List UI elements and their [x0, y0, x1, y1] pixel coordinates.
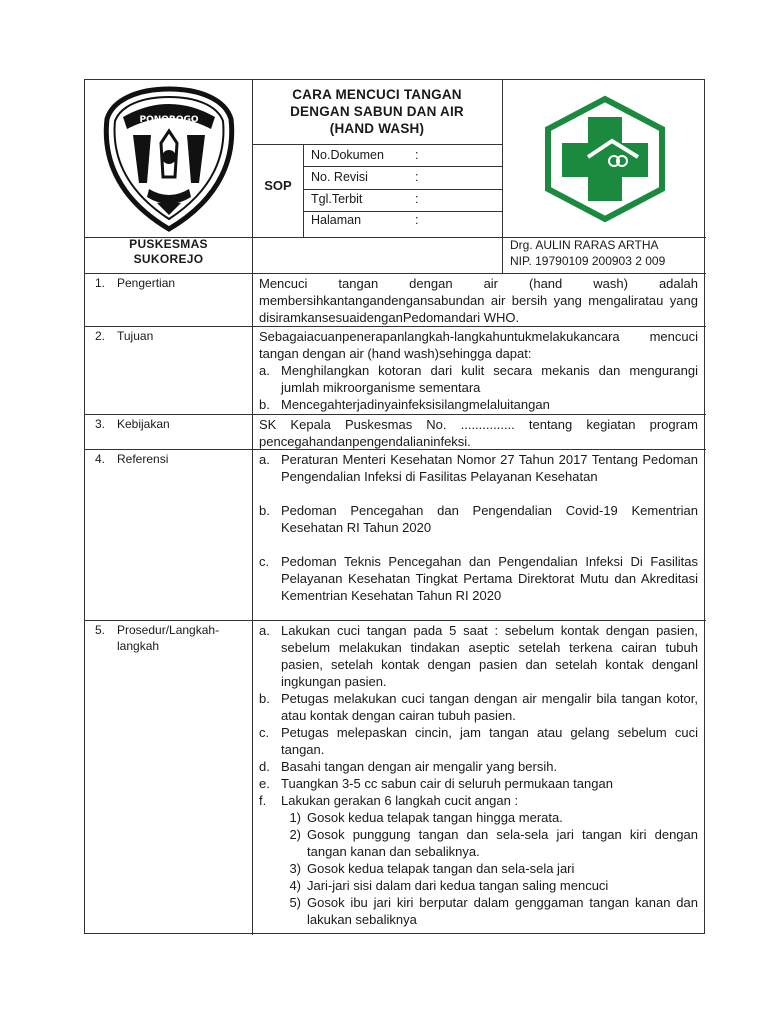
list-item: a. Menghilangkan kotoran dari kulit secara mekanis dan mengurangi jumlah mikroorganisme sementara [259, 363, 698, 395]
signatory [510, 237, 705, 269]
list-item: f. Lakukan gerakan 6 langkah cucit angan : [259, 793, 519, 808]
sub-list-item: 5) Gosok ibu jari kiri berputar dalam genggaman tangan kanan dan lakukan sebaliknya [289, 895, 698, 927]
meta-label-no-dokumen: No.Dokumen [311, 148, 384, 162]
section-prosedur-body [259, 622, 698, 928]
sub-list [259, 809, 698, 928]
list-item: d. Basahi tangan dengan air mengalir yang bersih. [259, 759, 558, 774]
sub-list-item: 1) Gosok kedua telapak tangan hingga merata. [289, 810, 563, 825]
section-pengertian-text: Mencuci tangan dengan air (hand wash) adalah membersihkantangandengansabundan air bersih yang mengaliratau yang disiramkansesuaidenganPedomandari WHO. [259, 276, 698, 325]
section-number: 3. [95, 417, 106, 431]
section-label-tujuan: Tujuan [117, 329, 154, 343]
list-item: a. Lakukan cuci tangan pada 5 saat : sebelum kontak dengan pasien, sebelum melakukan tindakan aseptic setelah terkena cairan tubuh pasien, setelah kontak dengan pasien dan setelah kontak denganl ingkungan pasien. [259, 623, 698, 689]
list-item: c. Pedoman Teknis Pencegahan dan Pengendalian Infeksi Di Fasilitas Pelayanan Kesehatan Tingkat Pertama Direktorat Mutu dan Akreditasi Kementrian Kesehatan Tahun RI 2020 [259, 554, 698, 603]
section-tujuan-body [259, 328, 698, 413]
section-referensi-body [259, 451, 698, 604]
signatory-name: Drg. AULIN RARAS ARTHA [510, 238, 659, 252]
section-number: 5. [95, 623, 106, 637]
sop-document [84, 79, 705, 934]
list-item: b. Petugas melakukan cuci tangan dengan air mengalir bila tangan kotor, atau kontak dengan cairan tubuh pasien. [259, 691, 698, 723]
meta-value-no-revisi: : [415, 170, 419, 184]
meta-label-no-revisi: No. Revisi [311, 170, 368, 184]
section-number: 2. [95, 329, 106, 343]
sub-list-item: 4) Jari-jari sisi dalam dari kedua tangan saling mencuci [289, 878, 609, 893]
meta-value-no-dokumen: : [415, 148, 419, 162]
meta-label-tgl-terbit: Tgl.Terbit [311, 192, 363, 206]
list-item: c. Petugas melepaskan cincin, jam tangan atau gelang sebelum cuci tangan. [259, 725, 698, 757]
svg-text:PONOROGO: PONOROGO [139, 115, 199, 125]
sub-list-item: 2) Gosok punggung tangan dan sela-sela jari tangan kiri dengan tangan kanan dan sebaliknya. [289, 827, 698, 859]
section-label-pengertian: Pengertian [117, 276, 176, 290]
list-item: a. Peraturan Menteri Kesehatan Nomor 27 Tahun 2017 Tentang Pedoman Pengendalian Infeksi di Fasilitas Pelayanan Kesehatan [259, 452, 698, 484]
puskesmas-logo [540, 95, 670, 223]
list-item: b. Pedoman Pencegahan dan Pengendalian Covid-19 Kementrian Kesehatan RI Tahun 2020 [259, 503, 698, 535]
sop-label: SOP [264, 178, 292, 193]
section-label-kebijakan: Kebijakan [117, 417, 170, 431]
regency-seal-logo [99, 85, 239, 233]
meta-label-halaman: Halaman [311, 213, 362, 227]
sub-list-item: 3) Gosok kedua telapak tangan dan sela-sela jari [289, 861, 575, 876]
tujuan-intro: Sebagaiacuanpenerapanlangkah-langkahuntukmelakukancara mencuci tangan dengan air (hand wash)sehingga dapat: [259, 329, 698, 361]
section-label-prosedur: Prosedur/Langkah- langkah [117, 623, 220, 653]
section-label-referensi: Referensi [117, 452, 169, 466]
section-number: 1. [95, 276, 106, 290]
list-item: e. Tuangkan 3-5 cc sabun cair di seluruh permukaan tangan [259, 776, 613, 791]
section-number: 4. [95, 452, 106, 466]
document-title: CARA MENCUCI TANGAN DENGAN SABUN DAN AIR (HAND WASH) [290, 87, 464, 136]
meta-value-halaman: : [415, 213, 419, 227]
section-kebijakan-text: SK Kepala Puskesmas No. ............... tentang kegiatan program pencegahandanpengendalianinfeksi. [259, 417, 698, 449]
signatory-nip: NIP. 19790109 200903 2 009 [510, 254, 666, 268]
list-item: b. Mencegahterjadinyainfeksisilangmelaluitangan [259, 397, 550, 412]
meta-value-tgl-terbit: : [415, 192, 419, 206]
organization-name: PUSKESMAS SUKOREJO [129, 237, 208, 266]
